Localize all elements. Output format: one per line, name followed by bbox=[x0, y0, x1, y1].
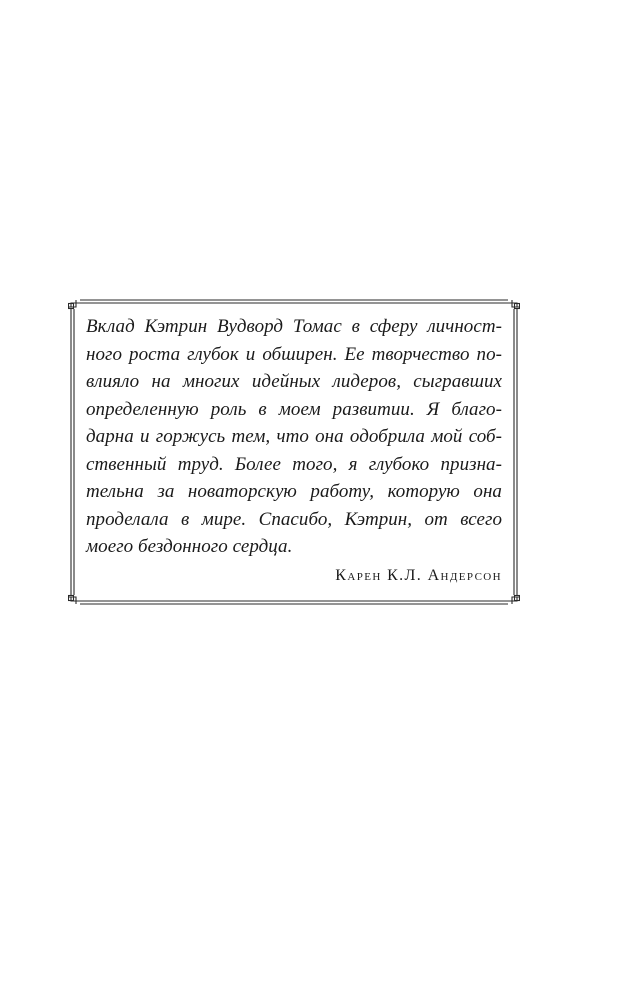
quote-line: определенную роль в моем развитии. Я благо- bbox=[86, 398, 502, 420]
quote-line: дарна и горжусь тем, что она одобрила мой соб- bbox=[86, 426, 502, 447]
quote-line: тельна за новаторскую работу, которую она bbox=[86, 481, 502, 502]
quote-frame bbox=[68, 297, 520, 607]
quote-line: ственный труд. Более того, я глубоко призна- bbox=[86, 453, 502, 475]
quote-line: ного роста глубок и обширен. Ее творчество по- bbox=[86, 343, 502, 365]
quote-line: влияло на многих идейных лидеров, сыгравших bbox=[86, 371, 502, 392]
quote-author: Карен К.Л. Андерсон bbox=[335, 567, 502, 584]
quote-line: Вклад Кэтрин Вудворд Томас в сферу личност- bbox=[86, 316, 502, 337]
quote-line: моего бездонного сердца. bbox=[86, 536, 293, 557]
quote-text bbox=[86, 313, 502, 561]
quote-line: проделала в мире. Спасибо, Кэтрин, от всего bbox=[86, 508, 502, 530]
